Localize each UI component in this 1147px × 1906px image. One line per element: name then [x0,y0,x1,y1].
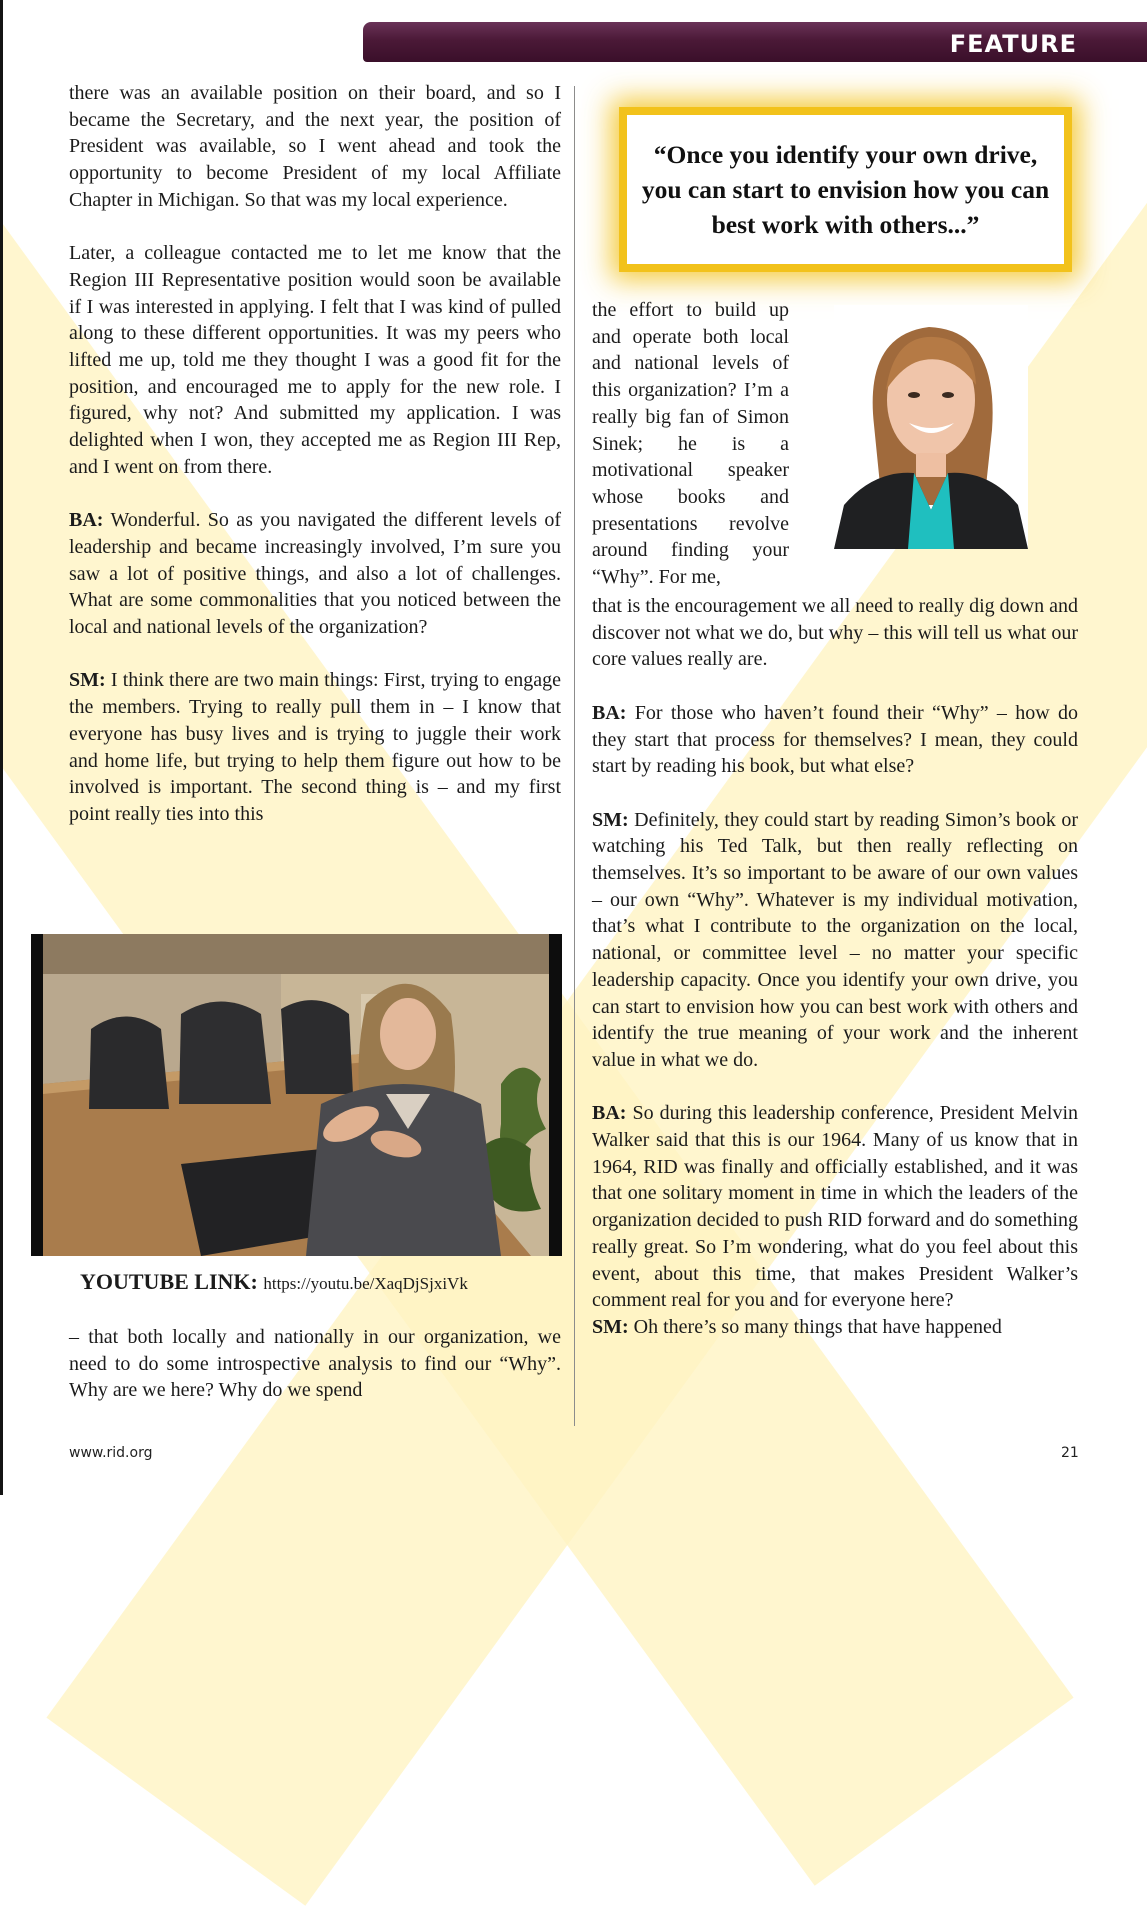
speaker-label: SM: [592,1315,629,1338]
page-edge [0,0,3,1495]
paragraph-text: I think there are two main things: First, trying to engage the members. Trying to really pull them in – I know that everyone has busy lives and is trying to juggle their work and home life, but trying to help them figure out how to be involved is important. The second thing is – and my first point really ties into this [69,669,562,825]
video-thumbnail[interactable] [31,934,562,1256]
right-column-text [592,593,1078,1341]
column-divider [574,86,575,1426]
paragraph-text: Oh there’s so many things that have happened [633,1315,1002,1338]
portrait-photo [834,305,1028,549]
youtube-link-label: YOUTUBE LINK: [80,1269,258,1294]
left-column-text [69,80,561,828]
paragraph: the effort to build up and operate both local and national levels of this organization? I’m a really big fan of Simon Sinek; he is a motivational speaker whose books and presentations revolve around finding your “Why”. For me, [592,299,789,589]
youtube-link [80,1269,468,1295]
portrait-illustration [834,305,1028,549]
paragraph-text: Definitely, they could start by reading Simon’s book or watching his Ted Talk, but then really reflecting on themselves. It’s so important to be aware of our own values – our own “Why”. Whatever is my individual motivation, that’s what I contribute to the organization on the local, national, or committee level – no matter your specific leadership capacity. Once you identify your own drive, you can start to envision how you can best work with others and identify the true meaning of your work and the inherent value in what we do. [592,808,1079,1071]
paragraph [592,807,1078,1074]
speaker-label: SM: [592,808,629,831]
paragraph: – that both locally and nationally in our organization, we need to do some introspective analysis to find our “Why”. Why are we here? Why do we spend [69,1326,561,1402]
paragraph: that is the encouragement we all need to really dig down and discover not what we do, but why – this will tell us what our core values really are. [592,595,1078,671]
paragraph-text: For those who haven’t found their “Why” – how do they start that process for themselves? I mean, they could start by reading his book, but what else? [592,701,1079,778]
speaker-label: BA: [592,701,627,724]
paragraph-text: So during this leadership conference, President Melvin Walker said that this is our 1964. Many of us know that in 1964, RID was finally and officially established, and it was that one solitary moment in time in which the leaders of the organization decided to push RID forward and do something really great. So I’m wondering, what do you feel about this event, about this time, that makes President Walker’s comment real for you and for everyone here? [592,1102,1078,1312]
paragraph: there was an available position on their board, and so I became the Secretary, and the next year, the position of President was available, so I went ahead and took the opportunity to become President of my local Affiliate Chapter in Michigan. So that was my local experience. [69,82,561,211]
paragraph: Later, a colleague contacted me to let me know that the Region III Representative position would soon be available if I was interested in applying. I felt that I was kind of pulled along to these different opportunities. It was my peers who lifted me up, told me they thought I was a good fit for the position, and encouraged me to apply for the new role. I figured, why not? And submitted my application. I was delighted when I won, they accepted me as Region III Rep, and I went on from there. [69,242,561,478]
paragraph [592,1100,1078,1314]
youtube-url-link[interactable]: https://youtu.be/XaqDjSjxiVk [263,1274,468,1293]
video-frame-illustration [31,934,562,1256]
paragraph [592,1314,1078,1341]
section-banner [363,22,1147,62]
paragraph [69,507,561,641]
paragraph [69,667,561,827]
speaker-label: SM: [69,669,106,692]
page-number: 21 [1061,1445,1079,1461]
paragraph [592,700,1078,780]
footer-website: www.rid.org [69,1445,153,1461]
speaker-label: BA: [69,509,104,532]
section-label: FEATURE [949,30,1077,58]
speaker-label: BA: [592,1102,627,1125]
pull-quote-box [627,115,1064,264]
paragraph-text: Wonderful. So as you navigated the different levels of leadership and became increasingly involved, I’m sure you saw a lot of positive things, and also a lot of challenges. What are some commonalities that you noticed between the local and national levels of the organization? [69,509,561,639]
pull-quote: “Once you identify your own drive, you can start to envision how you can best work with others...” [641,140,1050,239]
wrapped-text [592,297,789,591]
left-column-continued [69,1324,561,1404]
